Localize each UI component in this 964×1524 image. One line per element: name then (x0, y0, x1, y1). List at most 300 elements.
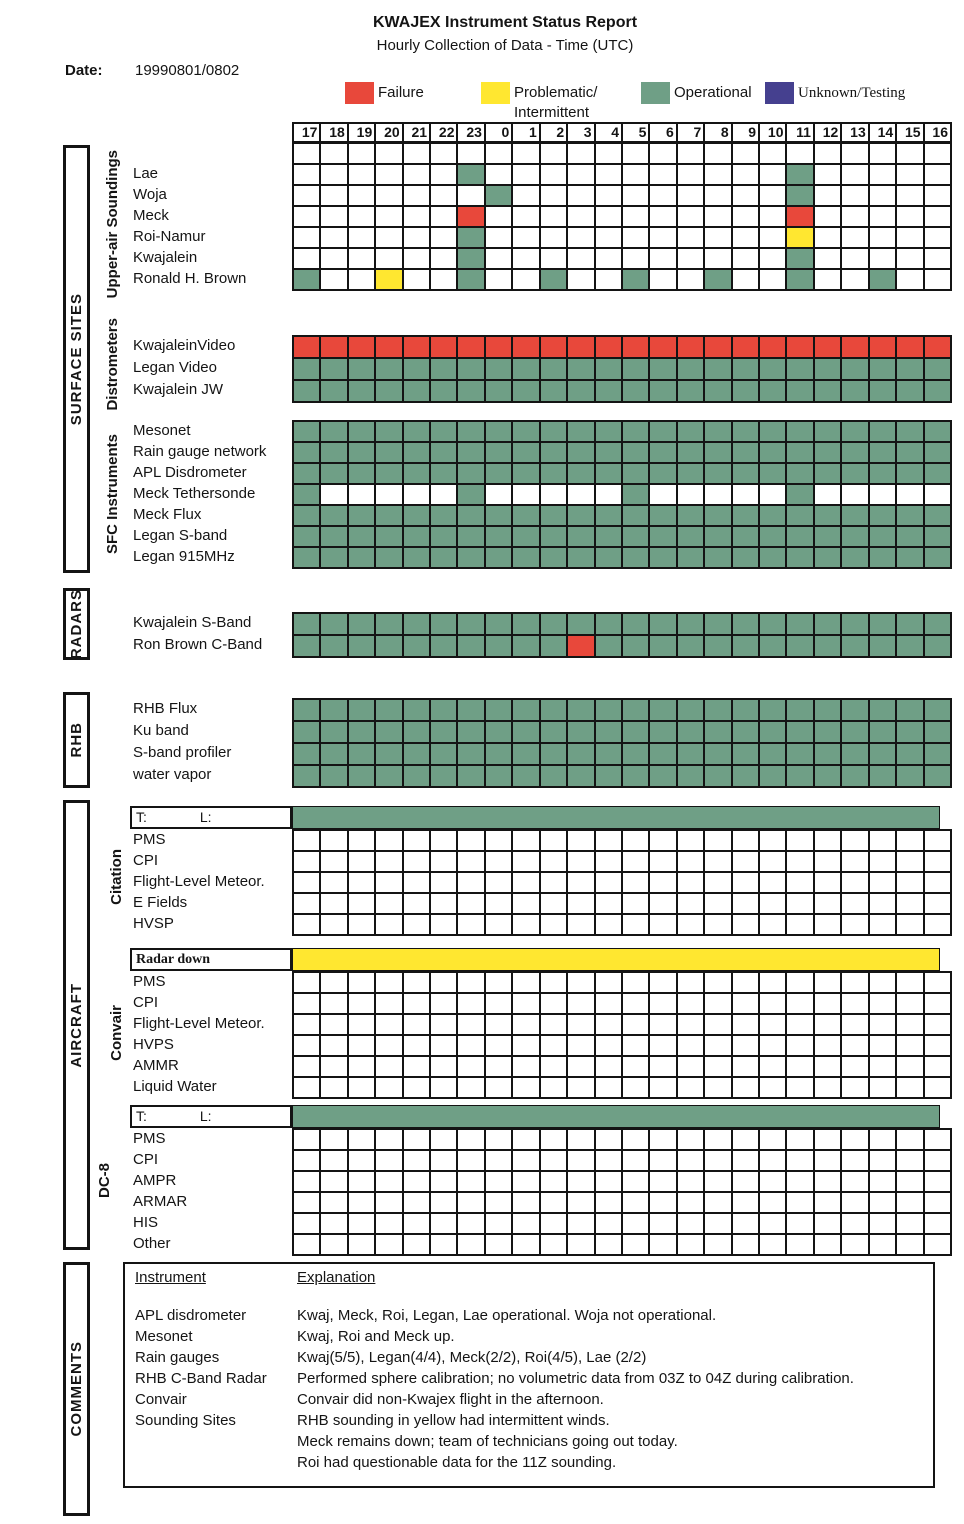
status-cell (403, 914, 430, 935)
hour-cell: 9 (732, 123, 759, 142)
status-cell (732, 336, 759, 358)
status-cell (896, 1056, 923, 1077)
status-cell (595, 269, 622, 290)
status-cell (293, 143, 320, 164)
hour-cell: 6 (649, 123, 676, 142)
dc8-time-location-box (130, 1105, 292, 1128)
status-cell (485, 1213, 512, 1234)
status-cell (759, 914, 786, 935)
status-cell (732, 914, 759, 935)
status-cell (293, 851, 320, 872)
status-cell (896, 185, 923, 206)
section-label: SURFACE SITES (68, 292, 85, 426)
status-cell (622, 993, 649, 1014)
status-cell (403, 1077, 430, 1098)
status-cell (567, 830, 594, 851)
status-cell (786, 358, 813, 380)
status-cell (293, 336, 320, 358)
status-cell (704, 505, 731, 526)
comments-box (123, 1262, 935, 1488)
section-label: RADARS (68, 588, 85, 660)
status-cell (924, 421, 951, 442)
status-cell (540, 1171, 567, 1192)
status-cell (320, 699, 347, 721)
status-cell (348, 1056, 375, 1077)
status-cell (786, 185, 813, 206)
status-cell (869, 972, 896, 993)
status-cell (485, 248, 512, 269)
status-cell (403, 1171, 430, 1192)
status-cell (704, 227, 731, 248)
status-cell (869, 358, 896, 380)
status-cell (457, 893, 484, 914)
status-cell (512, 269, 539, 290)
citation-status-bar (292, 806, 940, 829)
status-cell (732, 206, 759, 227)
row-label: Legan S-band (133, 527, 228, 544)
status-cell (622, 1213, 649, 1234)
status-cell (457, 699, 484, 721)
status-cell (540, 358, 567, 380)
status-cell (732, 526, 759, 547)
status-cell (924, 830, 951, 851)
status-cell (430, 1150, 457, 1171)
status-cell (375, 505, 402, 526)
status-cell (375, 227, 402, 248)
status-cell (375, 1234, 402, 1255)
status-cell (293, 765, 320, 787)
status-cell (704, 1192, 731, 1213)
status-cell (622, 143, 649, 164)
status-cell (540, 1150, 567, 1171)
status-cell (375, 1150, 402, 1171)
status-cell (293, 358, 320, 380)
row-label: Roi-Namur (133, 228, 206, 245)
status-cell (677, 1171, 704, 1192)
status-cell (924, 358, 951, 380)
status-cell (540, 442, 567, 463)
status-cell (540, 914, 567, 935)
group-label-convair: Convair (108, 1005, 125, 1061)
status-cell (293, 380, 320, 402)
status-cell (485, 164, 512, 185)
hour-cell: 11 (786, 123, 813, 142)
status-cell (649, 1171, 676, 1192)
status-cell (841, 699, 868, 721)
status-cell (595, 872, 622, 893)
status-cell (567, 1171, 594, 1192)
status-cell (649, 635, 676, 657)
status-cell (622, 547, 649, 568)
status-cell (293, 248, 320, 269)
status-cell (540, 421, 567, 442)
status-cell (622, 380, 649, 402)
status-cell (595, 893, 622, 914)
status-cell (375, 765, 402, 787)
status-cell (320, 1035, 347, 1056)
status-cell (320, 721, 347, 743)
status-cell (457, 972, 484, 993)
status-cell (622, 526, 649, 547)
dc8-landing-label: L: (199, 1108, 212, 1124)
status-cell (512, 1192, 539, 1213)
status-cell (567, 1056, 594, 1077)
status-cell (759, 830, 786, 851)
status-cell (485, 765, 512, 787)
status-cell (732, 143, 759, 164)
status-cell (869, 484, 896, 505)
status-cell (786, 526, 813, 547)
status-cell (896, 336, 923, 358)
status-cell (622, 248, 649, 269)
hour-cell: 14 (869, 123, 896, 142)
status-cell (540, 484, 567, 505)
status-cell (595, 143, 622, 164)
status-cell (786, 336, 813, 358)
hour-cell: 16 (924, 123, 951, 142)
hour-cell: 8 (704, 123, 731, 142)
row-label: Kwajalein (133, 249, 198, 266)
row-label: Other (133, 1235, 171, 1252)
row-label: Kwajalein S-Band (133, 614, 252, 631)
status-cell (595, 358, 622, 380)
status-cell (485, 613, 512, 635)
status-cell (924, 1014, 951, 1035)
status-cell (375, 613, 402, 635)
row-label: Legan 915MHz (133, 548, 235, 565)
status-cell (320, 1234, 347, 1255)
status-cell (512, 1035, 539, 1056)
status-cell (841, 1234, 868, 1255)
status-cell (786, 206, 813, 227)
status-cell (403, 206, 430, 227)
status-cell (348, 1035, 375, 1056)
status-cell (896, 1234, 923, 1255)
status-cell (841, 206, 868, 227)
row-label: Meck Flux (133, 506, 202, 523)
status-cell (485, 872, 512, 893)
status-cell (924, 185, 951, 206)
status-cell (732, 830, 759, 851)
status-cell (814, 743, 841, 765)
row-label: Flight-Level Meteor. (133, 873, 265, 890)
status-cell (924, 463, 951, 484)
status-cell (512, 227, 539, 248)
status-cell (512, 526, 539, 547)
status-cell (704, 1213, 731, 1234)
status-cell (457, 830, 484, 851)
status-cell (622, 851, 649, 872)
status-cell (759, 484, 786, 505)
status-cell (403, 463, 430, 484)
comment-explanation: Kwaj, Meck, Roi, Legan, Lae operational. Woja not operational. (297, 1307, 717, 1324)
status-cell (677, 1056, 704, 1077)
status-cell (320, 206, 347, 227)
status-cell (704, 765, 731, 787)
status-cell (595, 914, 622, 935)
status-cell (649, 227, 676, 248)
status-cell (786, 1192, 813, 1213)
status-cell (677, 743, 704, 765)
status-cell (320, 1014, 347, 1035)
status-cell (457, 1213, 484, 1234)
status-cell (567, 248, 594, 269)
status-cell (457, 872, 484, 893)
status-cell (457, 1056, 484, 1077)
status-cell (403, 830, 430, 851)
status-cell (869, 1171, 896, 1192)
hour-cell: 17 (293, 123, 320, 142)
status-cell (485, 635, 512, 657)
status-cell (567, 1129, 594, 1150)
status-cell (924, 893, 951, 914)
status-cell (512, 699, 539, 721)
status-cell (841, 613, 868, 635)
status-cell (896, 743, 923, 765)
status-cell (786, 872, 813, 893)
status-cell (540, 993, 567, 1014)
status-cell (732, 699, 759, 721)
status-cell (896, 635, 923, 657)
status-cell (814, 206, 841, 227)
status-cell (348, 613, 375, 635)
hour-cell: 21 (403, 123, 430, 142)
status-cell (512, 830, 539, 851)
status-cell (814, 972, 841, 993)
status-cell (348, 143, 375, 164)
legend-label: Unknown/Testing (798, 85, 906, 101)
comment-instrument: RHB C-Band Radar (135, 1370, 267, 1387)
comment-instrument: Mesonet (135, 1328, 193, 1345)
status-cell (348, 872, 375, 893)
section-box-surface-sites (63, 145, 90, 573)
status-cell (814, 164, 841, 185)
status-cell (512, 914, 539, 935)
status-cell (293, 613, 320, 635)
status-cell (732, 421, 759, 442)
row-label: ARMAR (133, 1193, 188, 1210)
status-cell (841, 1129, 868, 1150)
status-cell (348, 505, 375, 526)
status-cell (403, 248, 430, 269)
status-cell (869, 336, 896, 358)
status-cell (896, 227, 923, 248)
status-cell (869, 164, 896, 185)
status-cell (814, 893, 841, 914)
status-cell (786, 893, 813, 914)
status-cell (649, 914, 676, 935)
status-cell (759, 993, 786, 1014)
status-cell (896, 164, 923, 185)
status-cell (567, 1035, 594, 1056)
status-cell (320, 1171, 347, 1192)
status-cell (540, 1129, 567, 1150)
status-cell (430, 993, 457, 1014)
status-cell (732, 1035, 759, 1056)
status-cell (786, 547, 813, 568)
status-cell (348, 1077, 375, 1098)
comment-row (135, 1410, 925, 1431)
status-cell (293, 442, 320, 463)
status-cell (896, 613, 923, 635)
status-cell (814, 248, 841, 269)
section-label: COMMENTS (68, 1341, 85, 1437)
status-cell (403, 269, 430, 290)
status-cell (512, 893, 539, 914)
status-cell (293, 872, 320, 893)
status-cell (485, 1035, 512, 1056)
section-box-comments (63, 1262, 90, 1516)
status-cell (869, 1035, 896, 1056)
status-cell (375, 972, 402, 993)
status-cell (512, 143, 539, 164)
status-cell (814, 185, 841, 206)
status-cell (924, 380, 951, 402)
status-cell (567, 1014, 594, 1035)
status-cell (924, 699, 951, 721)
status-cell (348, 547, 375, 568)
status-cell (896, 442, 923, 463)
status-cell (869, 143, 896, 164)
status-cell (732, 185, 759, 206)
status-cell (622, 164, 649, 185)
row-label: Mesonet (133, 422, 191, 439)
status-cell (869, 1077, 896, 1098)
status-cell (677, 484, 704, 505)
status-cell (457, 613, 484, 635)
status-cell (512, 1213, 539, 1234)
status-cell (430, 248, 457, 269)
status-cell (403, 699, 430, 721)
status-cell (320, 1077, 347, 1098)
status-cell (512, 851, 539, 872)
status-cell (841, 851, 868, 872)
status-cell (540, 547, 567, 568)
status-cell (649, 358, 676, 380)
status-cell (841, 872, 868, 893)
status-cell (677, 635, 704, 657)
status-cell (595, 380, 622, 402)
status-cell (704, 699, 731, 721)
row-label: E Fields (133, 894, 188, 911)
status-cell (649, 765, 676, 787)
status-cell (403, 358, 430, 380)
status-cell (704, 893, 731, 914)
status-cell (567, 1213, 594, 1234)
status-cell (595, 851, 622, 872)
status-cell (814, 613, 841, 635)
status-cell (677, 1213, 704, 1234)
status-cell (540, 269, 567, 290)
status-cell (814, 1234, 841, 1255)
status-cell (457, 765, 484, 787)
status-cell (595, 699, 622, 721)
status-cell (869, 613, 896, 635)
status-cell (595, 484, 622, 505)
status-cell (403, 872, 430, 893)
status-cell (595, 613, 622, 635)
status-cell (485, 914, 512, 935)
status-cell (677, 993, 704, 1014)
comment-row (135, 1368, 925, 1389)
status-cell (540, 1035, 567, 1056)
status-cell (375, 893, 402, 914)
status-cell (732, 269, 759, 290)
status-cell (814, 721, 841, 743)
status-cell (759, 613, 786, 635)
status-cell (567, 613, 594, 635)
status-cell (704, 547, 731, 568)
status-cell (540, 1234, 567, 1255)
status-cell (375, 358, 402, 380)
status-cell (512, 1077, 539, 1098)
status-cell (704, 248, 731, 269)
status-cell (348, 358, 375, 380)
status-cell (512, 1150, 539, 1171)
status-cell (293, 1129, 320, 1150)
status-cell (595, 1150, 622, 1171)
status-cell (403, 743, 430, 765)
status-cell (595, 185, 622, 206)
status-cell (814, 830, 841, 851)
status-cell (622, 185, 649, 206)
status-cell (320, 358, 347, 380)
status-cell (649, 526, 676, 547)
status-cell (430, 1077, 457, 1098)
status-cell (430, 227, 457, 248)
legend-item-unknown (765, 82, 905, 104)
status-cell (677, 613, 704, 635)
status-cell (567, 358, 594, 380)
status-cell (567, 721, 594, 743)
status-cell (786, 380, 813, 402)
status-cell (540, 830, 567, 851)
status-cell (649, 206, 676, 227)
status-cell (375, 380, 402, 402)
unknown-swatch (765, 82, 794, 104)
status-cell (595, 1192, 622, 1213)
status-cell (924, 143, 951, 164)
status-cell (649, 164, 676, 185)
status-cell (567, 1234, 594, 1255)
status-cell (348, 484, 375, 505)
status-cell (375, 1077, 402, 1098)
legend-item-problematic (481, 82, 597, 123)
status-cell (540, 380, 567, 402)
status-cell (732, 1056, 759, 1077)
status-cell (759, 1150, 786, 1171)
status-cell (403, 993, 430, 1014)
status-cell (457, 442, 484, 463)
status-cell (786, 699, 813, 721)
section-label: AIRCRAFT (68, 982, 85, 1068)
status-cell (485, 421, 512, 442)
row-label: CPI (133, 994, 159, 1011)
status-cell (293, 1077, 320, 1098)
status-cell (430, 830, 457, 851)
status-cell (403, 765, 430, 787)
status-cell (595, 1035, 622, 1056)
status-cell (622, 1129, 649, 1150)
status-cell (814, 1014, 841, 1035)
status-cell (375, 1035, 402, 1056)
status-cell (457, 547, 484, 568)
status-cell (375, 1014, 402, 1035)
status-cell (485, 851, 512, 872)
status-cell (896, 993, 923, 1014)
status-cell (430, 914, 457, 935)
status-cell (677, 1192, 704, 1213)
